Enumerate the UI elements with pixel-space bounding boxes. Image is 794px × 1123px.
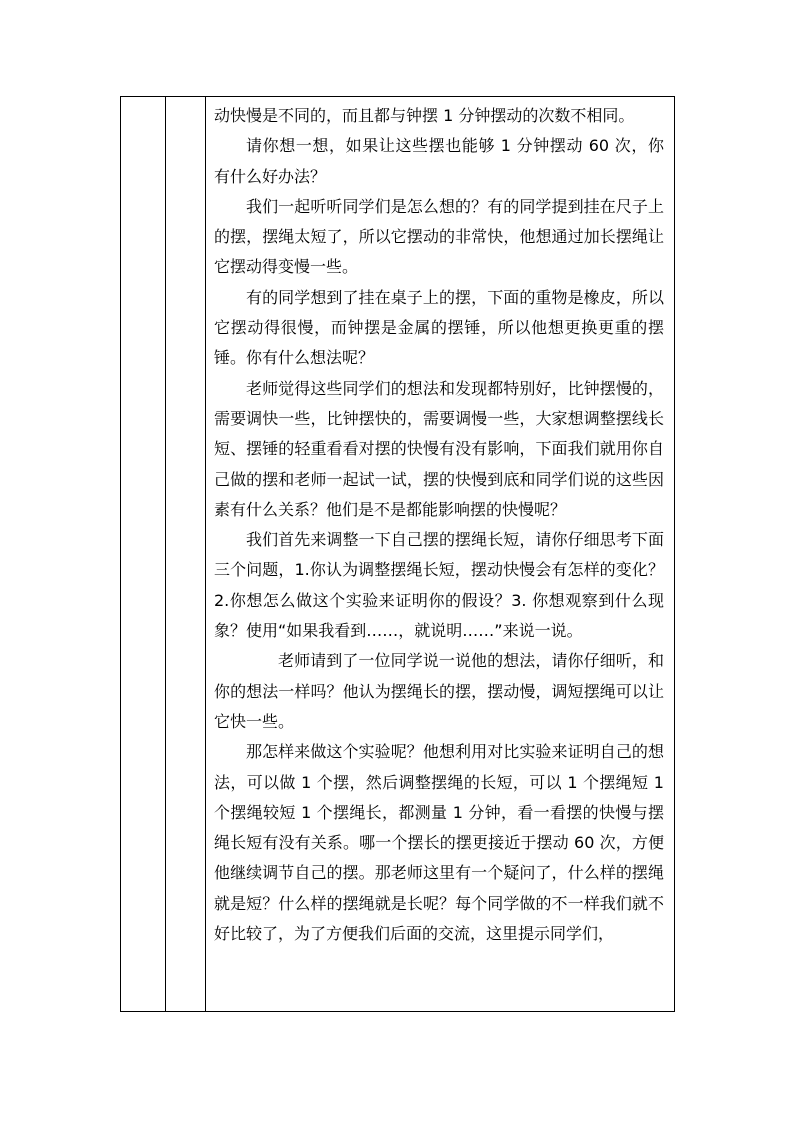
- middle-column-cell: [166, 97, 206, 1012]
- paragraph: 我们首先来调整一下自己摆的摆绳长短，请你仔细思考下面三个问题，1.你认为调整摆绳长短，摆动快慢会有怎样的变化？2.你想怎么做这个实验来证明你的假设？3. 你想观察到什么现象？使用“如果我看到……，就说明……”来说一说。: [214, 530, 664, 641]
- left-column-cell: [121, 97, 166, 1012]
- lesson-text: [206, 97, 674, 949]
- table-row: [121, 97, 675, 1012]
- paragraph: 动快慢是不同的，而且都与钟摆 1 分钟摆动的次数不相同。: [214, 106, 635, 125]
- paragraph: 请你想一想，如果让这些摆也能够 1 分钟摆动 60 次，你有什么好办法？: [214, 136, 664, 186]
- paragraph: 有的同学想到了挂在桌子上的摆，下面的重物是橡皮，所以它摆动得很慢，而钟摆是金属的摆锤，所以他想更换更重的摆锤。你有什么想法呢？: [214, 287, 664, 368]
- lesson-table: [120, 96, 675, 1012]
- paragraph: 那怎样来做这个实验呢？他想利用对比实验来证明自己的想法，可以做 1 个摆，然后调整摆绳的长短，可以 1 个摆绳短 1 个摆绳较短 1 个摆绳长，都测量 1 分钟，看一看摆的快慢与摆绳长短有没有关系。哪一个摆长的摆更接近于摆动 60 次，方便他继续调节自己的摆。那老师这里有一个疑问了，什么样的摆绳就是短？什么样的摆绳就是长呢？每个同学做的不一样我们就不好比较了，为了方便我们后面的交流，这里提示同学们，: [214, 742, 664, 944]
- paragraph: 老师觉得这些同学们的想法和发现都特别好，比钟摆慢的，需要调快一些，比钟摆快的，需要调慢一些，大家想调整摆线长短、摆锤的轻重看看对摆的快慢有没有影响，下面我们就用你自己做的摆和老师一起试一试，摆的快慢到底和同学们说的这些因素有什么关系？他们是不是都能影响摆的快慢呢？: [214, 378, 664, 519]
- paragraph: 老师请到了一位同学说一说他的想法，请你仔细听，和你的想法一样吗？他认为摆绳长的摆，摆动慢，调短摆绳可以让它快一些。: [214, 651, 664, 731]
- content-cell: [206, 97, 675, 1012]
- paragraph: 我们一起听听同学们是怎么想的？有的同学提到挂在尺子上的摆，摆绳太短了，所以它摆动的非常快，他想通过加长摆绳让它摆动得变慢一些。: [214, 196, 664, 277]
